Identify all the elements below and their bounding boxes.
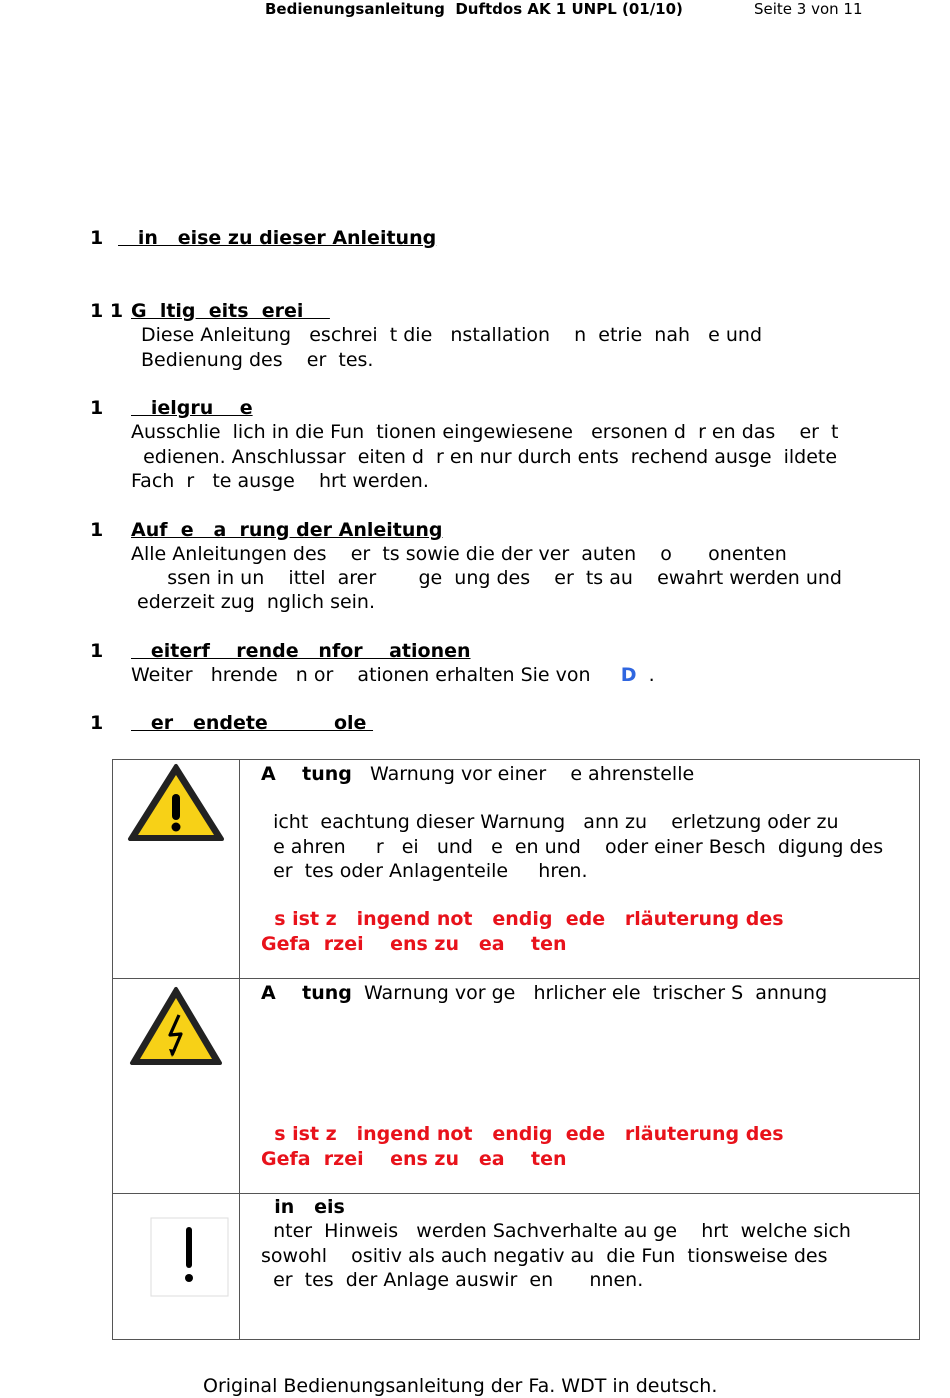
subsection-title: G ltig eits erei (131, 300, 330, 322)
high-voltage-icon (113, 979, 239, 1079)
symbol-text-line: e ahren r ei und e en und oder einer Besch digung des (261, 836, 884, 858)
symbol-heading: in eis (261, 1196, 345, 1218)
symbol-text-line: er tes der Anlage auswir en nnen. (261, 1269, 644, 1291)
symbol-text-line: nter Hinweis werden Sachverhalte au ge hrt welche sich (261, 1220, 851, 1242)
text-cell (240, 760, 920, 979)
paragraph-line: Ausschlie lich in die Fun tionen eingewiesene ersonen d r en das er t (131, 421, 839, 443)
subsection-title: Auf e a rung der Anleitung (131, 519, 443, 541)
symbol-heading (261, 763, 694, 785)
paragraph-line: Bedienung des er tes. (141, 349, 374, 371)
red-notice-line: s ist z ingend not endig ede rläuterung des (261, 908, 784, 930)
paragraph-line (131, 664, 655, 686)
subsection-number: 1 1 (90, 300, 124, 322)
icon-cell (113, 760, 240, 979)
paragraph-line: Alle Anleitungen des er ts sowie die der ver auten o onenten (131, 543, 787, 565)
table-row (113, 760, 920, 979)
icon-cell (113, 979, 240, 1194)
paragraph-line: Diese Anleitung eschrei t die nstallation n etrie nah e und (141, 324, 763, 346)
subsection-title: ielgru e (131, 397, 253, 419)
paragraph-line: ssen in un ittel arer ge ung des er ts au ewahrt werden und (131, 567, 842, 589)
heading-rest: Warnung vor einer e ahrenstelle (351, 763, 695, 785)
symbol-text-line: er tes oder Anlagenteile hren. (261, 860, 588, 882)
icon-cell (113, 1194, 240, 1340)
subsection-title: eiterf rende nfor ationen (131, 640, 471, 662)
footer-note: Original Bedienungsanleitung der Fa. WDT in deutsch. (203, 1375, 718, 1397)
subsection-number: 1 (90, 397, 104, 419)
symbol-text-line: sowohl ositiv als auch negativ au die Fun tionsweise des (261, 1245, 828, 1267)
paragraph-line: edienen. Anschlussar eiten d r en nur durch ents rechend ausge ildete (131, 446, 838, 468)
subsection-number: 1 (90, 712, 104, 734)
table-row (113, 1194, 920, 1340)
page-number: Seite 3 von 11 (754, 0, 863, 18)
symbol-text-line: icht eachtung dieser Warnung ann zu erletzung oder zu (261, 811, 839, 833)
company-link[interactable]: D (620, 664, 637, 686)
paragraph-line: Fach r te ausge hrt werden. (131, 470, 429, 492)
red-notice-line: s ist z ingend not endig ede rläuterung des (261, 1123, 784, 1145)
subsection-number: 1 (90, 519, 104, 541)
symbols-table (112, 759, 920, 1340)
table-row (113, 979, 920, 1194)
header-title: Bedienungsanleitung Duftdos AK 1 UNPL (01/10) (265, 0, 683, 18)
section-title: in eise zu dieser Anleitung (118, 227, 437, 249)
paragraph-text: Weiter hrende n or ationen erhalten Sie von (131, 664, 621, 686)
heading-bold: A tung (261, 763, 352, 785)
heading-rest: Warnung vor ge hrlicher ele trischer S annung (351, 982, 828, 1004)
exclamation-icon (113, 1194, 239, 1340)
paragraph-line: ederzeit zug nglich sein. (131, 591, 376, 613)
text-cell (240, 979, 920, 1194)
heading-bold: A tung (261, 982, 352, 1004)
text-cell (240, 1194, 920, 1340)
subsection-title: er endete ole (131, 712, 374, 734)
subsection-number: 1 (90, 640, 104, 662)
red-notice-line: Gefa rzei ens zu ea ten (261, 1148, 567, 1170)
symbol-heading (261, 982, 827, 1004)
red-notice-line: Gefa rzei ens zu ea ten (261, 933, 567, 955)
paragraph-text: . (636, 664, 655, 686)
section-number: 1 (90, 227, 104, 249)
warning-triangle-icon (113, 760, 239, 860)
